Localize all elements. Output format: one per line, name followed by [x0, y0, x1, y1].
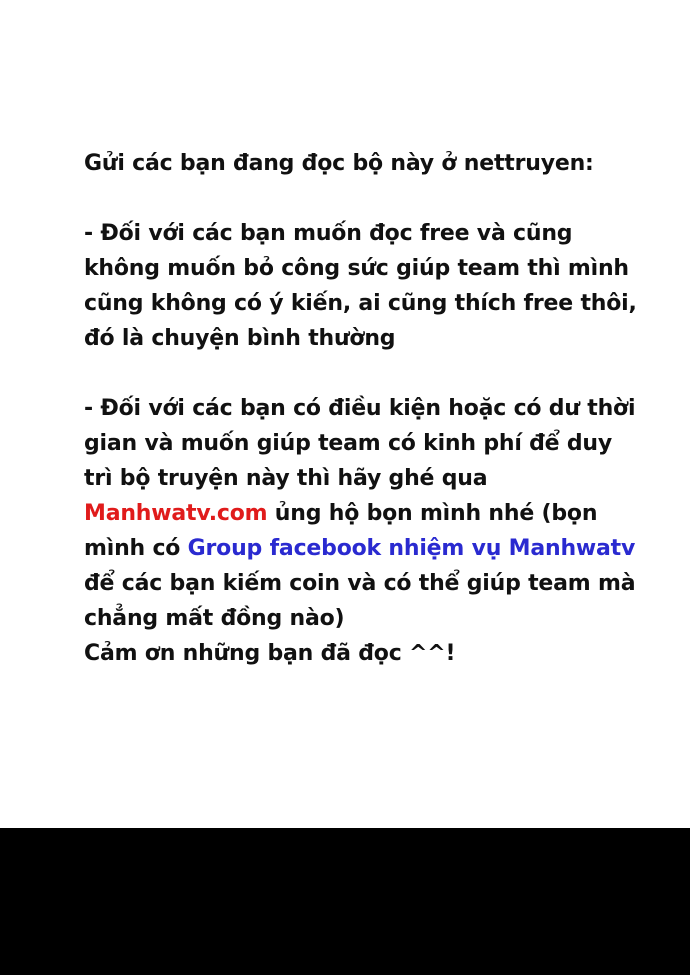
- manhwatv-site-link[interactable]: Manhwatv.com: [84, 501, 268, 526]
- greeting-text: Gửi các bạn đang đọc bộ này ở nettruyen:: [84, 151, 594, 176]
- paragraph-line: [84, 496, 674, 531]
- paragraph-line: cũng không có ý kiến, ai cũng thích free thôi,: [84, 291, 637, 316]
- paragraph-line: để các bạn kiếm coin và có thể giúp team mà: [84, 571, 636, 596]
- paragraph-line: - Đối với các bạn muốn đọc free và cũng: [84, 221, 573, 246]
- notice-text: [84, 146, 674, 671]
- paragraph-free-readers: [84, 216, 674, 356]
- paragraph-gap: [84, 356, 674, 391]
- paragraph-line: - Đối với các bạn có điều kiện hoặc có dư thời: [84, 396, 636, 421]
- paragraph-gap: [84, 181, 674, 216]
- paragraph-line: trì bộ truyện này thì hãy ghé qua: [84, 466, 488, 491]
- paragraph-text: mình có: [84, 536, 188, 561]
- paragraph-line: [84, 531, 674, 566]
- thanks-text: Cảm ơn những bạn đã đọc ^^!: [84, 641, 456, 666]
- paragraph-line: gian và muốn giúp team có kinh phí để duy: [84, 431, 613, 456]
- greeting-line: [84, 146, 674, 181]
- black-footer-band: [0, 828, 690, 975]
- paragraph-line: chẳng mất đồng nào): [84, 606, 345, 631]
- thanks-line: [84, 636, 674, 671]
- paragraph-supporters: [84, 391, 674, 636]
- paragraph-line: đó là chuyện bình thường: [84, 326, 396, 351]
- paragraph-text: ủng hộ bọn mình nhé (bọn: [267, 501, 598, 526]
- paragraph-line: không muốn bỏ công sức giúp team thì mình: [84, 256, 629, 281]
- facebook-group-link[interactable]: Group facebook nhiệm vụ Manhwatv: [187, 536, 636, 561]
